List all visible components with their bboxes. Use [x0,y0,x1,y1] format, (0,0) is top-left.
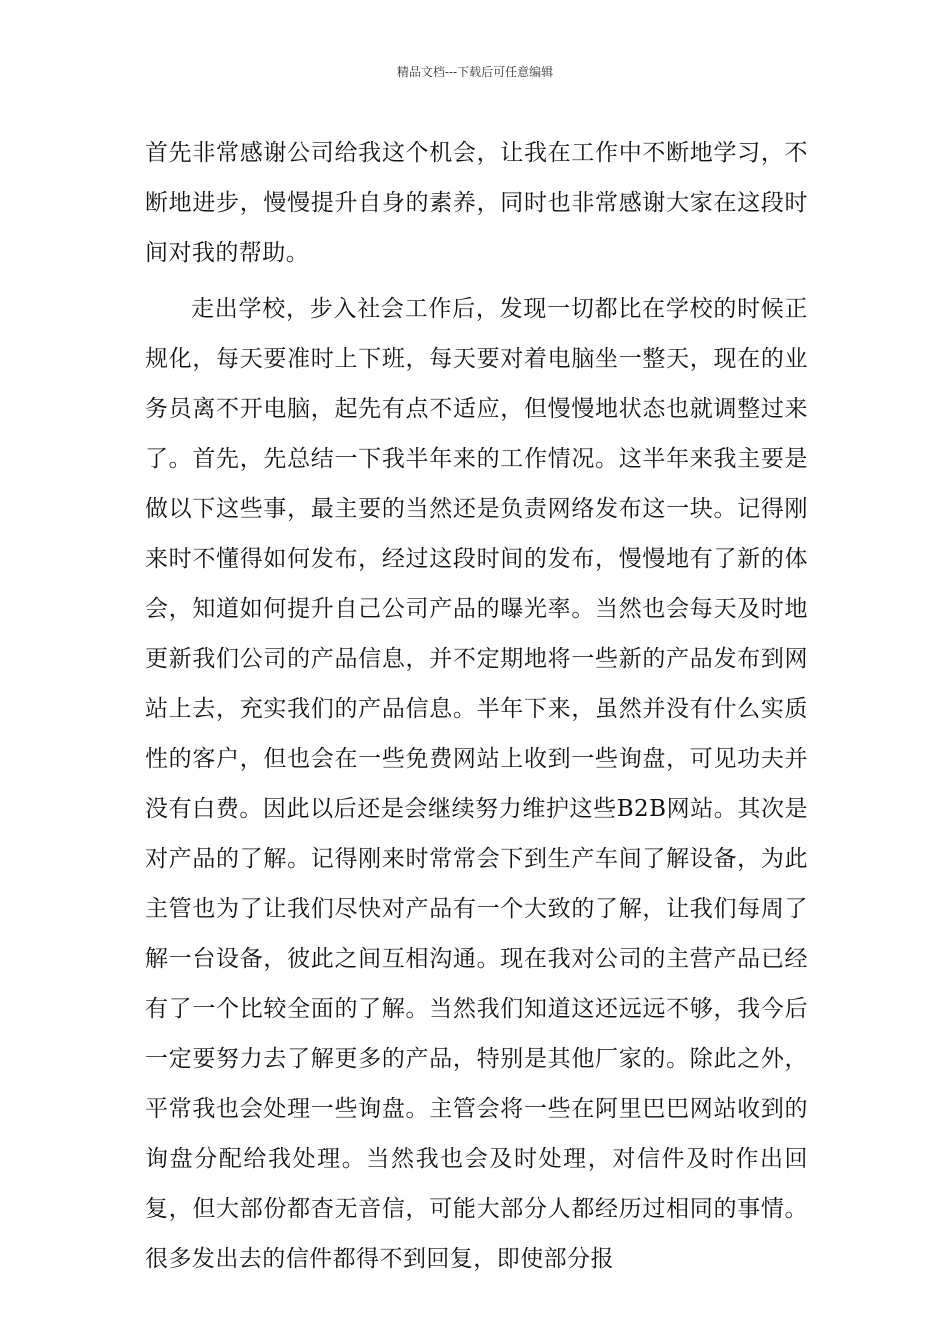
document-body [145,128,808,1284]
paragraph-intro: 首先非常感谢公司给我这个机会，让我在工作中不断地学习，不断地进步，慢慢提升自身的素养，同时也非常感谢大家在这段时间对我的帮助。 [145,140,808,266]
paragraph-work-summary: 走出学校，步入社会工作后，发现一切都比在学校的时候正规化，每天要准时上下班，每天要对着电脑坐一整天，现在的业务员离不开电脑，起先有点不适应，但慢慢地状态也就调整过来了。首先，先总结一下我半年来的工作情况。这半年来我主要是做以下这些事，最主要的当然还是负责网络发布这一块。记得刚来时不懂得如何发布，经过这段时间的发布，慢慢地有了新的体会，知道如何提升自己公司产品的曝光率。当然也会每天及时地更新我们公司的产品信息，并不定期地将一些新的产品发布到网站上去，充实我们的产品信息。半年下来，虽然并没有什么实质性的客户，但也会在一些免费网站上收到一些询盘，可见功夫并没有白费。因此以后还是会继续努力维护这些B2B网站。其次是对产品的了解。记得刚来时常常会下到生产车间了解设备，为此主管也为了让我们尽快对产品有一个大致的了解，让我们每周了解一台设备，彼此之间互相沟通。现在我对公司的主营产品已经有了一个比较全面的了解。当然我们知道这还远远不够，我今后一定要努力去了解更多的产品，特别是其他厂家的。除此之外，平常我也会处理一些询盘。主管会将一些在阿里巴巴网站收到的询盘分配给我处理。当然我也会及时处理，对信件及时作出回复，但大部份都杳无音信，可能大部分人都经历过相同的事情。很多发出去的信件都得不到回复，即使部分报 [145,296,808,1272]
page-header: 精品文档---下载后可任意编辑 [396,65,554,79]
